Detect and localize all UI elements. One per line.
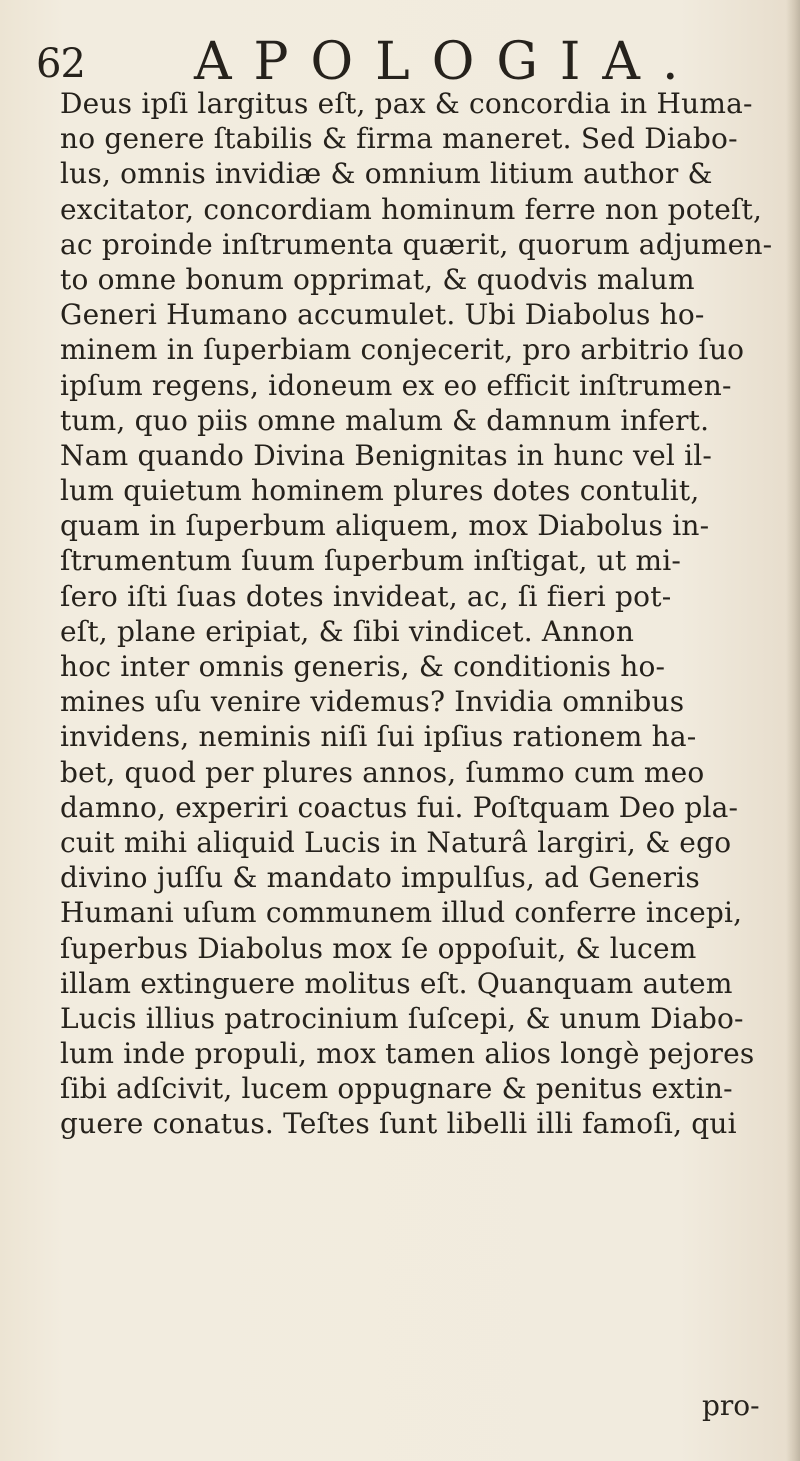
text-line: lum quietum hominem plures dotes contulit, [60,474,700,508]
page-number: 62 [36,41,85,87]
text-line: bet, quod per plures annos, ſummo cum meo [60,755,705,789]
text-line: illam extinguere molitus eſt. Quanquam autem [60,966,733,1000]
text-line: no genere ſtabilis & firma maneret. Sed Diabo- [60,122,738,156]
body-text [60,86,773,1142]
text-line: ac proinde inſtrumenta quærit, quorum adjumen- [60,227,773,261]
text-line: Generi Humano accumulet. Ubi Diabolus ho- [60,298,705,332]
text-line: guere conatus. Teſtes ſunt libelli illi famoſi, qui [60,1107,737,1141]
text-line: cuit mihi aliquid Lucis in Naturâ largiri, & ego [60,825,732,859]
text-line: eſt, plane eripiat, & ſibi vindicet. Annon [60,614,635,648]
text-line: ſuperbus Diabolus mox ſe oppoſuit, & lucem [60,931,697,965]
page-edge-shadow [786,0,800,1461]
text-line: Humani uſum communem illud conferre incepi, [60,896,743,930]
text-line: lus, omnis invidiæ & omnium litium author & [60,157,713,191]
text-line: quam in ſuperbum aliquem, mox Diabolus in- [60,509,710,543]
text-line: ſero iſti ſuas dotes invideat, ac, ſi fieri pot- [60,579,672,613]
text-line: invidens, neminis niſi ſui ipſius rationem ha- [60,720,697,754]
text-line: excitator, concordiam hominum ferre non poteſt, [60,192,763,226]
text-line: ſibi adſcivit, lucem oppugnare & penitus extin- [60,1072,733,1106]
catchword: pro- [702,1389,760,1422]
text-line: mines uſu venire videmus? Invidia omnibus [60,685,685,719]
text-line: hoc inter omnis generis, & conditionis ho- [60,650,666,683]
text-line: Deus ipſi largitus eſt, pax & concordia in Huma- [60,87,753,120]
text-line: to omne bonum opprimat, & quodvis malum [60,262,695,296]
text-line: divino juſſu & mandato impulſus, ad Generis [60,861,700,895]
text-line: Nam quando Divina Benignitas in hunc vel il- [60,438,713,472]
text-line: lum inde propuli, mox tamen alios longè pejores [60,1037,755,1071]
text-line: Lucis illius patrocinium ſuſcepi, & unum Diabo- [60,1001,744,1035]
running-title: APOLOGIA. [194,32,701,92]
text-line: ſtrumentum ſuum ſuperbum inſtigat, ut mi- [60,544,682,578]
text-line: ipſum regens, idoneum ex eo efficit inſtrumen- [60,368,732,402]
text-line: damno, experiri coactus fui. Poſtquam Deo pla- [60,790,739,824]
page-header [36,34,736,94]
text-line: tum, quo piis omne malum & damnum infert. [60,403,710,437]
text-line: minem in ſuperbiam conjecerit, pro arbitrio ſuo [60,333,745,367]
